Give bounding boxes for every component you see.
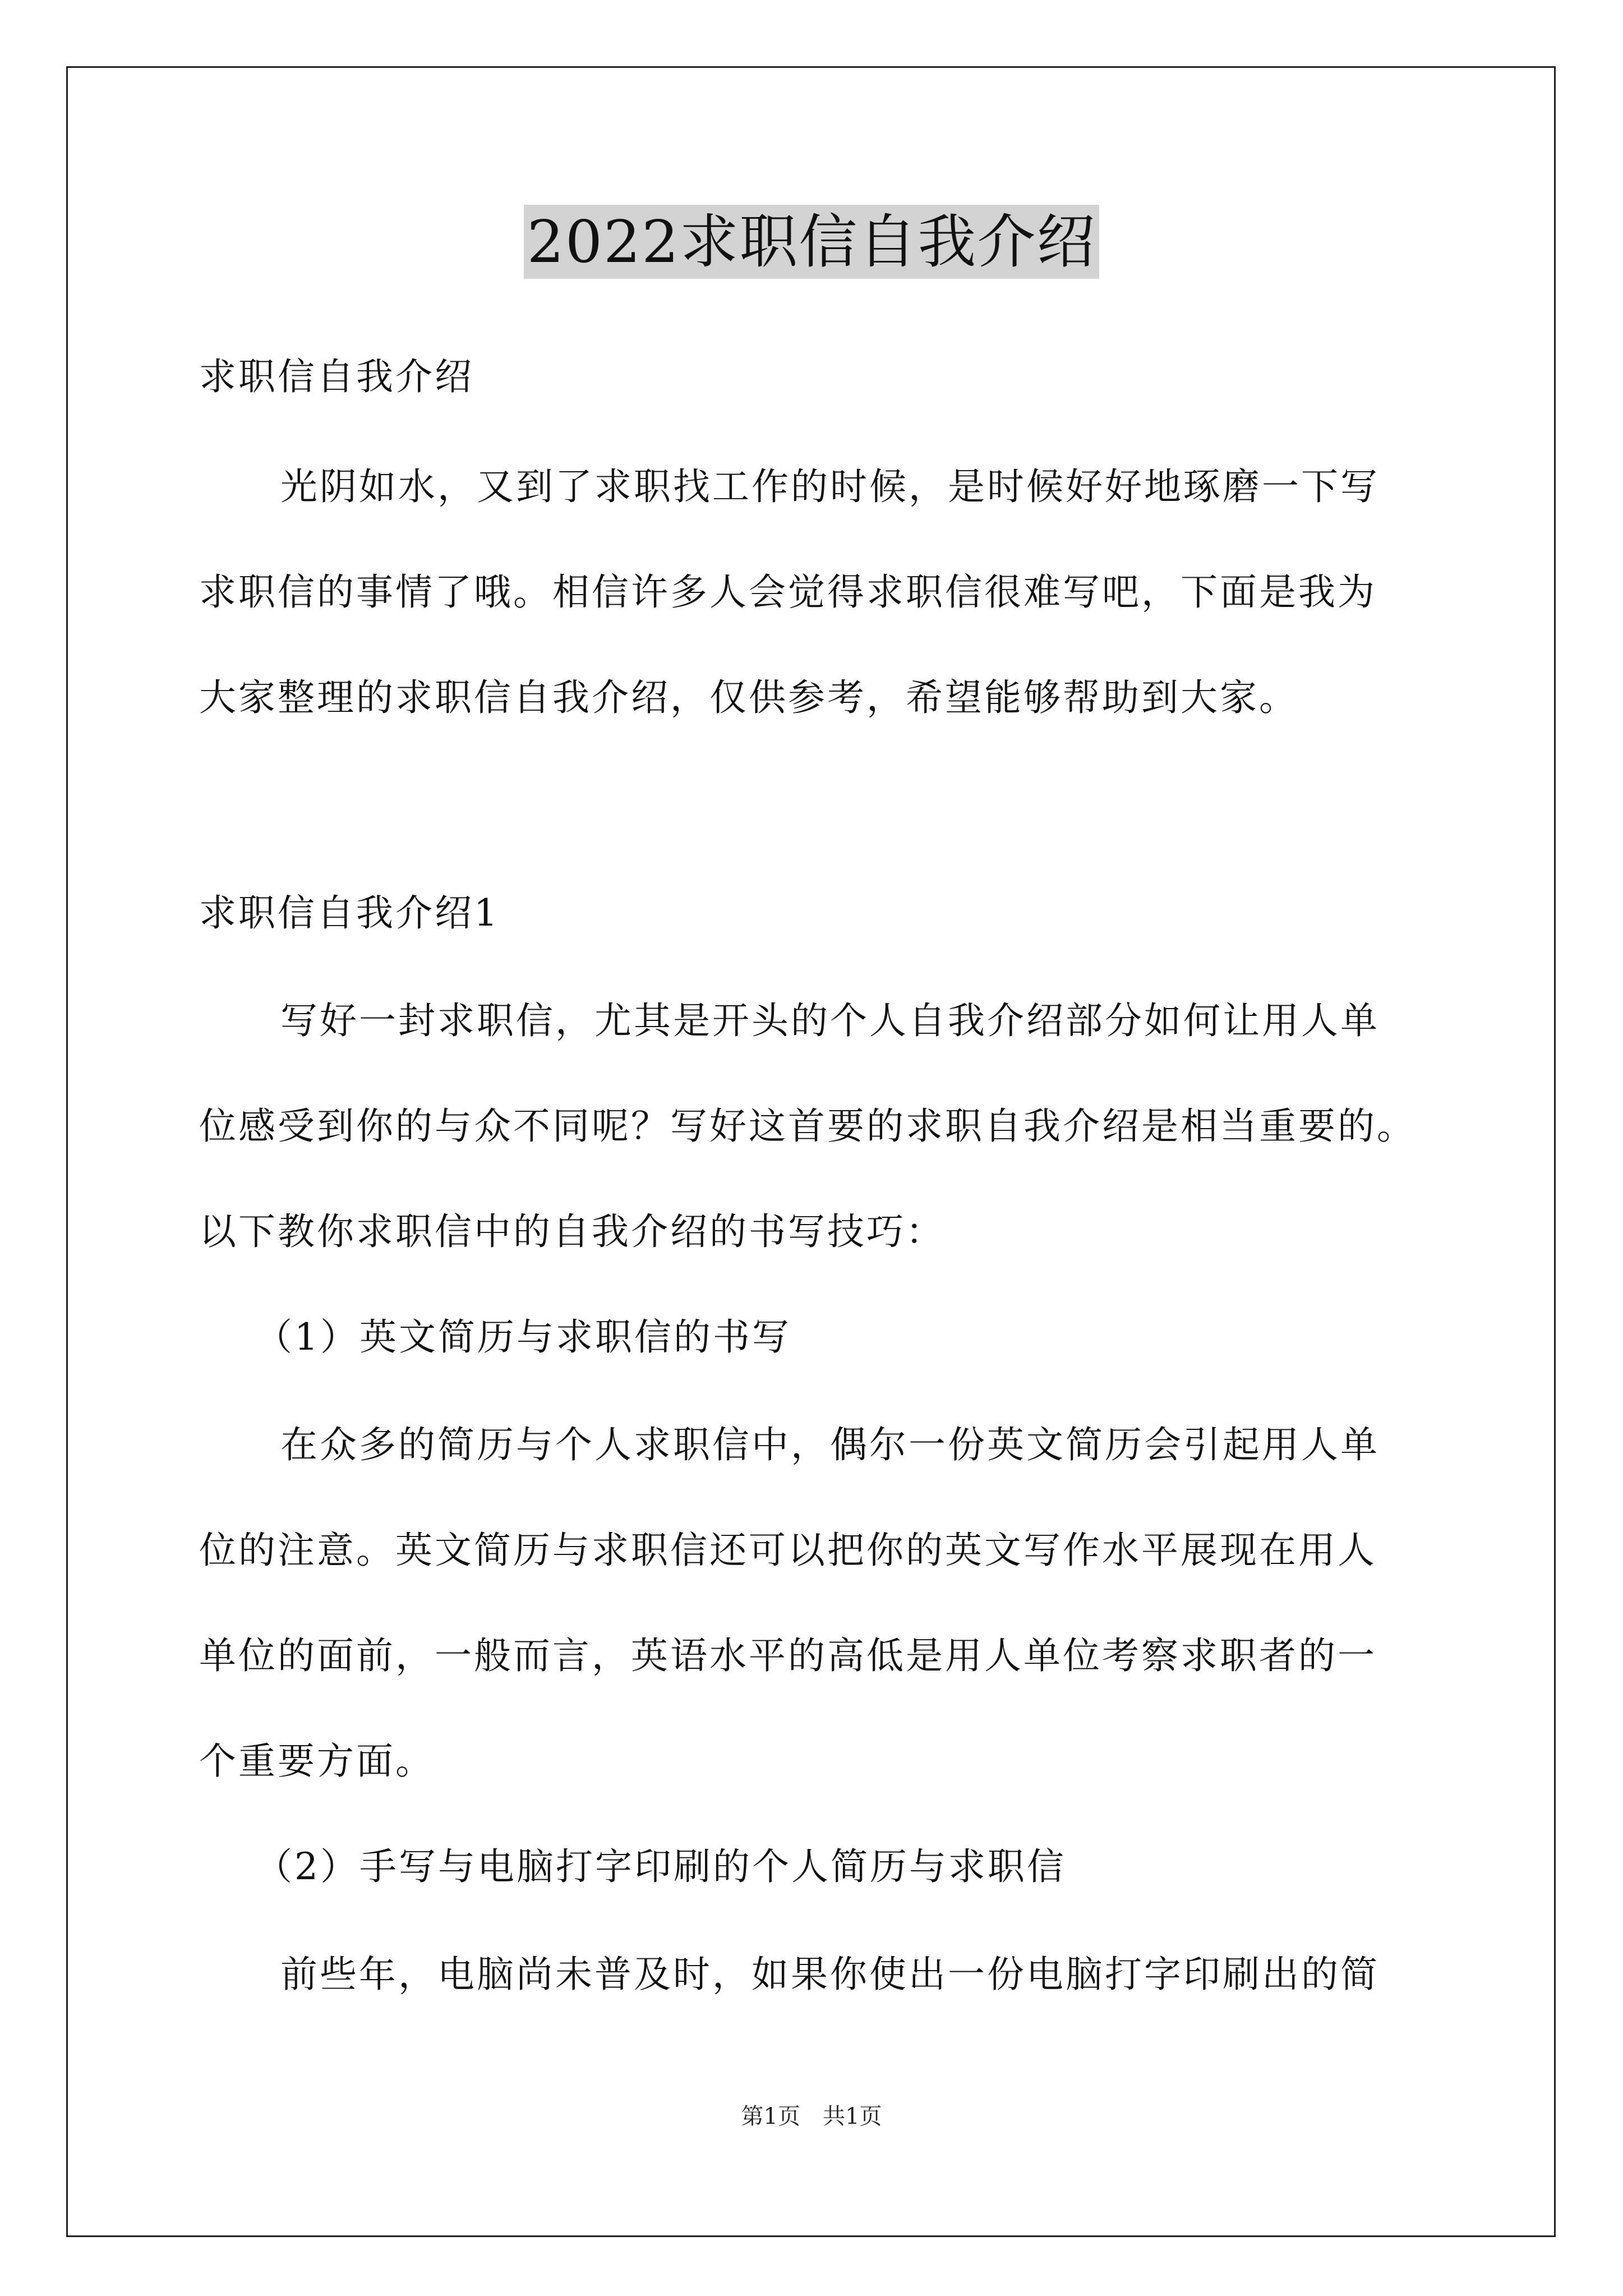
paragraph-line: 前些年，电脑尚未普及时，如果你使出一份电脑打字印刷出的简 xyxy=(280,1953,1380,1996)
sub-heading: （2）手写与电脑打字印刷的个人简历与求职信 xyxy=(255,1845,1066,1888)
paragraph-line: 以下教你求职信中的自我介绍的书写技巧： xyxy=(199,1210,945,1253)
title-container xyxy=(0,205,1623,279)
sub-heading: （1）英文简历与求职信的书写 xyxy=(255,1315,791,1359)
document-title: 2022求职信自我介绍 xyxy=(524,205,1100,279)
paragraph-line: 位的注意。英文简历与求职信还可以把你的英文写作水平展现在用人 xyxy=(199,1529,1377,1572)
paragraph-line: 个重要方面。 xyxy=(199,1740,435,1783)
paragraph-line: 位感受到你的与众不同呢？写好这首要的求职自我介绍是相当重要的。 xyxy=(199,1105,1416,1148)
section-heading: 求职信自我介绍1 xyxy=(199,891,500,935)
paragraph-line: 求职信的事情了哦。相信许多人会觉得求职信很难写吧，下面是我为 xyxy=(199,570,1377,614)
section-heading: 求职信自我介绍 xyxy=(199,355,474,398)
paragraph-line: 大家整理的求职信自我介绍，仅供参考，希望能够帮助到大家。 xyxy=(199,676,1298,719)
page-footer: 第1页 共1页 xyxy=(741,2104,882,2129)
paragraph-line: 写好一封求职信，尤其是开头的个人自我介绍部分如何让用人单 xyxy=(280,999,1380,1042)
paragraph-line: 在众多的简历与个人求职信中，偶尔一份英文简历会引起用人单 xyxy=(280,1423,1380,1466)
paragraph-line: 光阴如水，又到了求职找工作的时候，是时候好好地琢磨一下写 xyxy=(280,465,1380,508)
paragraph-line: 单位的面前，一般而言，英语水平的高低是用人单位考察求职者的一 xyxy=(199,1634,1377,1677)
